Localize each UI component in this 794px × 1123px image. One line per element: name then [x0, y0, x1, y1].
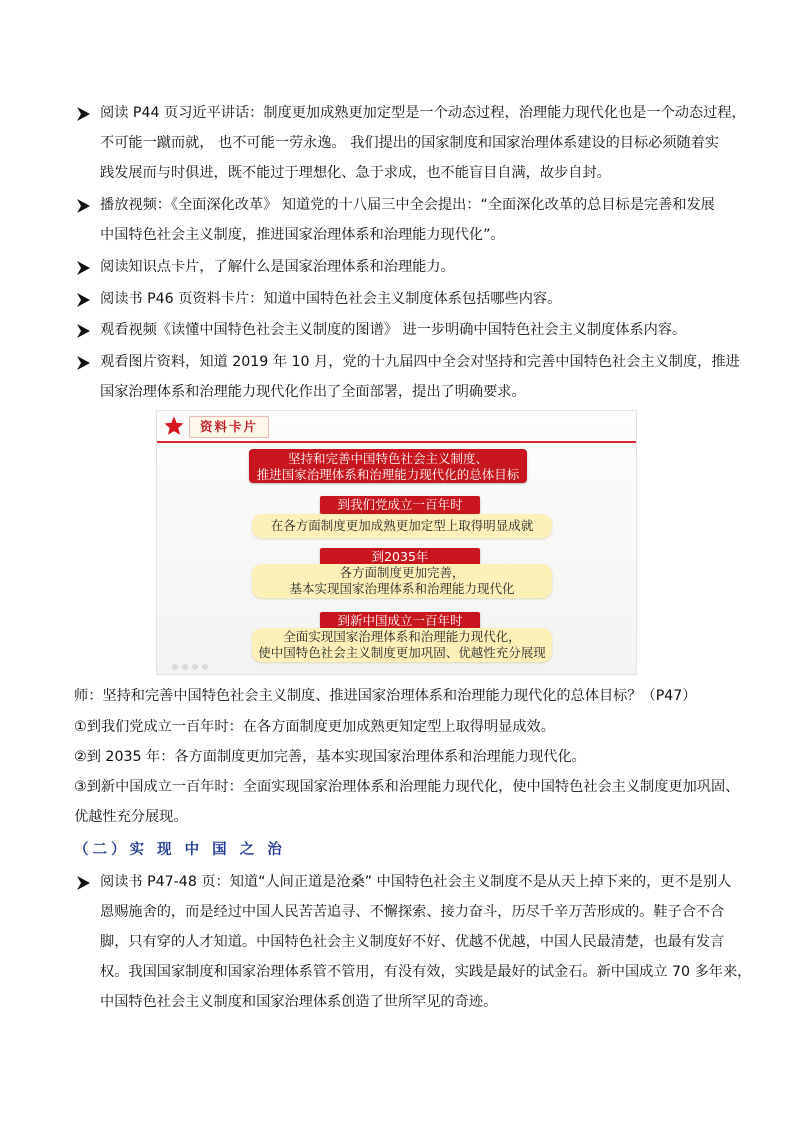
text-line: 脚，只有穿的人才知道。中国特色社会主义制度好不好、优越不优越，中国人民最清楚，也最有发言 — [100, 934, 725, 950]
text-line: 恩赐施舍的，而是经过中国人民苦苦追寻、不懈探索、接力奋斗，历尽千辛万苦形成的。鞋子合不合 — [100, 904, 725, 920]
arrow-bullet-icon — [74, 353, 94, 373]
teacher-question — [74, 681, 744, 711]
answer-line: ③到新中国成立一百年时：全面实现国家治理体系和治理能力现代化，使中国特色社会主义制度更加巩固、 — [74, 779, 740, 795]
question-text: 师：坚持和完善中国特色社会主义制度、推进国家治理体系和治理能力现代化的总体目标？（P47） — [74, 688, 697, 704]
text-line: 观看视频《读懂中国特色社会主义制度的图谱》 进一步明确中国特色社会主义制度体系内容。 — [100, 322, 687, 338]
list-item — [74, 284, 734, 314]
goal-line: 推进国家治理体系和治理能力现代化的总体目标 — [256, 467, 520, 482]
list-item — [74, 315, 734, 345]
answer-line: 优越性充分展现。 — [74, 809, 188, 825]
arrow-bullet-icon — [74, 196, 94, 216]
text-line: 观看图片资料，知道 2019 年 10 月，党的十九届四中全会对坚持和完善中国特色社会主义制度，推进 — [100, 354, 740, 370]
text-line: 权。我国国家制度和国家治理体系管不管用，有没有效，实践是最好的试金石。新中国成立 70 多年来， — [100, 964, 752, 980]
arrow-bullet-icon — [74, 290, 94, 310]
stage-content-line: 使中国特色社会主义制度更加巩固、优越性充分展现 — [258, 645, 546, 660]
arrow-bullet-icon — [74, 104, 94, 124]
stage-content-line: 全面实现国家治理体系和治理能力现代化， — [283, 629, 521, 644]
answer-line: ①到我们党成立一百年时：在各方面制度更加成熟更知定型上取得明显成效。 — [74, 719, 555, 735]
goal-line: 坚持和完善中国特色社会主义制度、 — [287, 451, 488, 466]
text-line: 阅读书 P47-48 页：知道“人间正道是沧桑” 中国特色社会主义制度不是从天上掉下来的，更不是别人 — [100, 874, 732, 890]
stage-label: 到新中国成立一百年时 — [320, 612, 480, 630]
text-line: 中国特色社会主义制度，推进国家治理体系和治理能力现代化”。 — [100, 227, 505, 243]
stage-content-box — [252, 564, 552, 598]
data-card-figure — [156, 410, 637, 675]
list-item — [74, 347, 740, 407]
card-title-tag: 资料卡片 — [189, 416, 269, 438]
slide-controls-icon — [171, 662, 241, 672]
text-line: 阅读书 P46 页资料卡片：知道中国特色社会主义制度体系包括哪些内容。 — [100, 291, 562, 307]
list-item — [74, 190, 734, 250]
stage-content-box — [252, 628, 552, 662]
text-line: 不可能一蹴而就， 也不可能一劳永逸。 我们提出的国家制度和国家治理体系建设的目标必须随着实 — [100, 135, 720, 151]
list-item — [74, 98, 746, 188]
list-item — [74, 252, 734, 282]
list-item — [74, 867, 752, 1017]
stage-content-box — [252, 514, 552, 538]
text-line: 践发展而与时俱进，既不能过于理想化、急于求成，也不能盲目自满，故步自封。 — [100, 165, 611, 181]
stage-label: 到我们党成立一百年时 — [320, 496, 480, 514]
arrow-bullet-icon — [74, 321, 94, 341]
answer-line: ②到 2035 年：各方面制度更加完善，基本实现国家治理体系和治理能力现代化。 — [74, 749, 586, 765]
text-line: 阅读 P44 页习近平讲话：制度更加成熟更加定型是一个动态过程，治理能力现代化也是一个动态过程， — [100, 105, 746, 121]
overall-goal-box — [249, 449, 527, 483]
text-line: 播放视频：《全面深化改革》 知道党的十八届三中全会提出：“全面深化改革的总目标是完善和发展 — [100, 197, 715, 213]
red-star-icon — [163, 415, 185, 437]
arrow-bullet-icon — [74, 873, 94, 893]
stage-content-line: 基本实现国家治理体系和治理能力现代化 — [289, 581, 515, 596]
arrow-bullet-icon — [74, 258, 94, 278]
stage-content-line: 在各方面制度更加成熟更加定型上取得明显成就 — [270, 518, 534, 533]
card-header — [157, 411, 636, 441]
divider — [157, 441, 636, 443]
answer-list — [74, 712, 744, 832]
text-line: 阅读知识点卡片，了解什么是国家治理体系和治理能力。 — [100, 259, 455, 275]
stage-content-line: 各方面制度更加完善， — [339, 565, 465, 580]
section-heading: （二）实 现 中 国 之 治 — [74, 842, 286, 858]
text-line: 国家治理体系和治理能力现代化作出了全面部署，提出了明确要求。 — [100, 384, 526, 400]
text-line: 中国特色社会主义制度和国家治理体系创造了世所罕见的奇迹。 — [100, 994, 498, 1010]
stage-label: 到2035年 — [320, 548, 480, 566]
